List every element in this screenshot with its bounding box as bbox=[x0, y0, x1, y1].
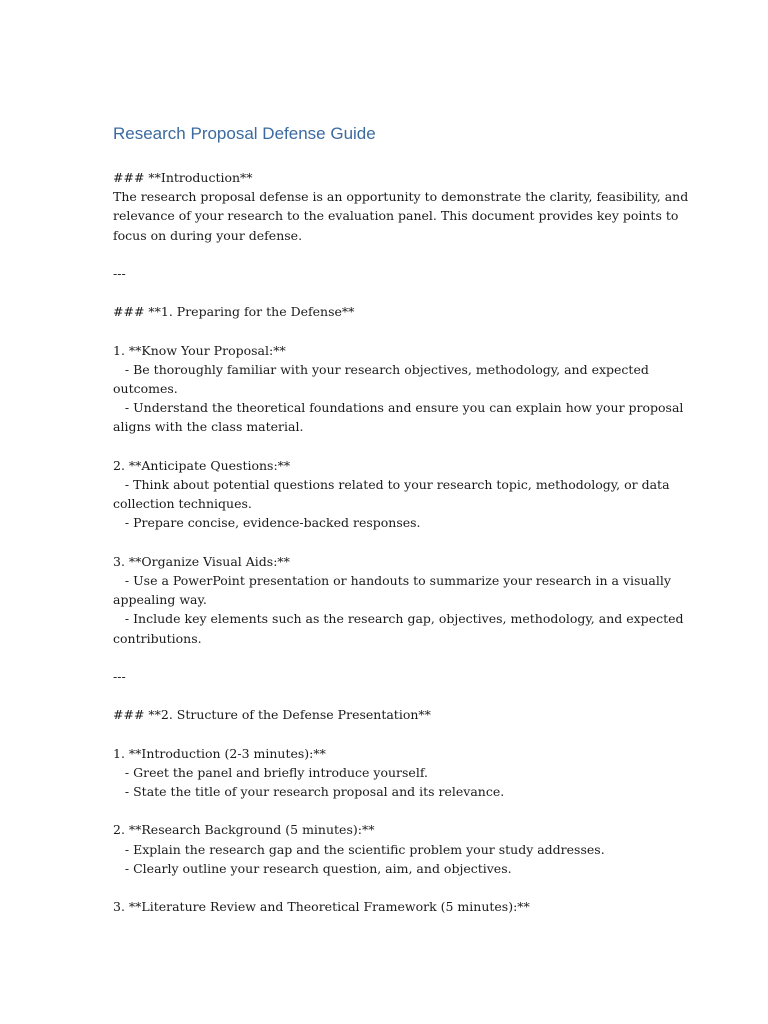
numbered-item: 2. **Anticipate Questions:** bbox=[113, 457, 291, 473]
numbered-item: 3. **Organize Visual Aids:** bbox=[113, 553, 290, 569]
bullet-item: - Prepare concise, evidence-backed responses. bbox=[113, 515, 421, 531]
blank-line bbox=[113, 724, 658, 743]
horizontal-rule: --- bbox=[113, 668, 126, 684]
blank-line bbox=[113, 533, 658, 552]
bullet-item: - Explain the research gap and the scientific problem your study addresses. bbox=[113, 841, 605, 857]
text-line: appealing way. bbox=[113, 592, 207, 608]
blank-line bbox=[113, 322, 658, 341]
blank-line bbox=[113, 283, 658, 302]
text-line: The research proposal defense is an opportunity to demonstrate the clarity, feasibility, and bbox=[113, 189, 689, 205]
bullet-item: - Clearly outline your research question, aim, and objectives. bbox=[113, 860, 512, 876]
blank-line bbox=[113, 245, 658, 264]
numbered-item: 1. **Introduction (2-3 minutes):** bbox=[113, 745, 326, 761]
numbered-item: 1. **Know Your Proposal:** bbox=[113, 342, 286, 358]
text-line: aligns with the class material. bbox=[113, 419, 304, 435]
text-line: contributions. bbox=[113, 630, 202, 646]
text-line: outcomes. bbox=[113, 381, 178, 397]
blank-line bbox=[113, 878, 658, 897]
numbered-item: 3. **Literature Review and Theoretical Framework (5 minutes):** bbox=[113, 899, 530, 915]
bullet-item: - Greet the panel and briefly introduce yourself. bbox=[113, 764, 428, 780]
section-heading: ### **2. Structure of the Defense Presentation** bbox=[113, 707, 431, 723]
bullet-item: - Use a PowerPoint presentation or handouts to summarize your research in a visually bbox=[113, 572, 671, 588]
bullet-item: - Include key elements such as the research gap, objectives, methodology, and expected bbox=[113, 611, 684, 627]
numbered-item: 2. **Research Background (5 minutes):** bbox=[113, 822, 375, 838]
text-line: relevance of your research to the evaluation panel. This document provides key points to bbox=[113, 208, 679, 224]
blank-line bbox=[113, 801, 658, 820]
blank-line bbox=[113, 437, 658, 456]
bullet-item: - Think about potential questions related to your research topic, methodology, or data bbox=[113, 477, 670, 492]
blank-line bbox=[113, 686, 658, 705]
bullet-item: - Be thoroughly familiar with your research objectives, methodology, and expected bbox=[113, 361, 649, 377]
bullet-item: - State the title of your research proposal and its relevance. bbox=[113, 784, 505, 799]
bullet-item: - Understand the theoretical foundations and ensure you can explain how your proposal bbox=[113, 400, 684, 416]
section-heading: ### **Introduction** bbox=[113, 170, 253, 185]
blank-line bbox=[113, 648, 658, 667]
text-line: focus on during your defense. bbox=[113, 227, 303, 243]
section-heading: ### **1. Preparing for the Defense** bbox=[113, 304, 355, 320]
document-body bbox=[113, 168, 689, 916]
document-title: Research Proposal Defense Guide bbox=[113, 124, 376, 143]
horizontal-rule: --- bbox=[113, 265, 126, 281]
text-line: collection techniques. bbox=[113, 496, 252, 512]
